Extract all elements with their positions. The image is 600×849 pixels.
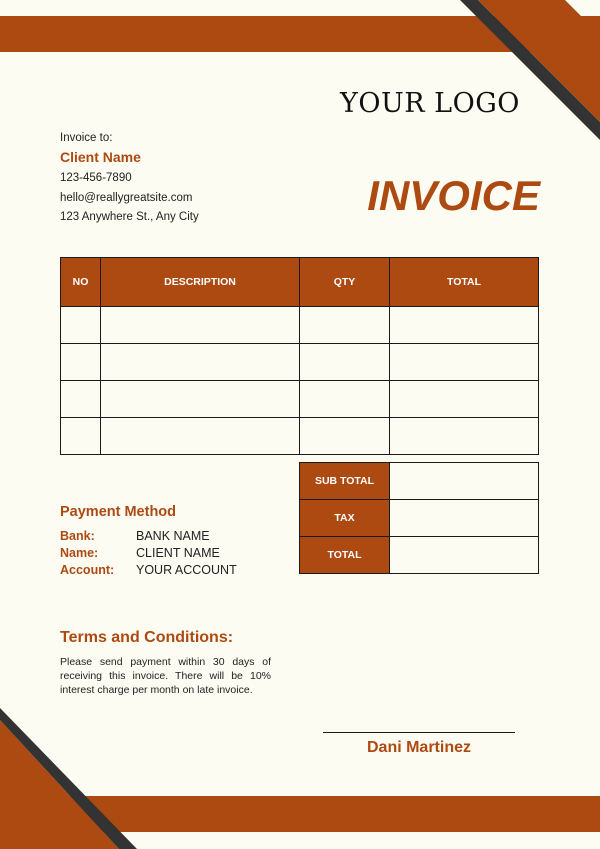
bank-label: Bank: xyxy=(60,529,95,543)
client-phone: 123-456-7890 xyxy=(60,172,132,184)
cell-no[interactable] xyxy=(61,307,101,344)
header-description: DESCRIPTION xyxy=(101,258,300,307)
tax-value[interactable] xyxy=(390,500,539,537)
subtotal-label: SUB TOTAL xyxy=(300,463,390,500)
cell-no[interactable] xyxy=(61,381,101,418)
name-value: CLIENT NAME xyxy=(136,546,220,560)
terms-text: Please send payment within 30 days of receiving this invoice. There will be 10% interest charge per month on late invoice. xyxy=(60,656,271,697)
cell-total[interactable] xyxy=(390,418,539,455)
header-qty: QTY xyxy=(300,258,390,307)
total-row xyxy=(300,537,539,574)
header-no: NO xyxy=(61,258,101,307)
tax-row xyxy=(300,500,539,537)
total-label: TOTAL xyxy=(300,537,390,574)
cell-qty[interactable] xyxy=(300,381,390,418)
cell-qty[interactable] xyxy=(300,307,390,344)
items-table xyxy=(60,257,539,455)
terms-title: Terms and Conditions: xyxy=(60,629,234,646)
cell-no[interactable] xyxy=(61,418,101,455)
table-row xyxy=(61,344,539,381)
payment-method-title: Payment Method xyxy=(60,504,177,520)
cell-description[interactable] xyxy=(101,344,300,381)
signature-line xyxy=(323,732,515,733)
client-name: Client Name xyxy=(60,149,141,165)
cell-description[interactable] xyxy=(101,418,300,455)
cell-qty[interactable] xyxy=(300,418,390,455)
subtotal-value[interactable] xyxy=(390,463,539,500)
document-title: INVOICE xyxy=(367,172,540,219)
invoice-to-label: Invoice to: xyxy=(60,132,113,144)
table-row xyxy=(61,307,539,344)
header-total: TOTAL xyxy=(390,258,539,307)
cell-no[interactable] xyxy=(61,344,101,381)
bank-value: BANK NAME xyxy=(136,529,210,543)
cell-total[interactable] xyxy=(390,381,539,418)
cell-total[interactable] xyxy=(390,344,539,381)
table-row xyxy=(61,418,539,455)
cell-description[interactable] xyxy=(101,307,300,344)
items-header-row xyxy=(61,258,539,307)
name-label: Name: xyxy=(60,546,99,560)
client-email: hello@reallygreatsite.com xyxy=(60,192,193,204)
cell-description[interactable] xyxy=(101,381,300,418)
cell-qty[interactable] xyxy=(300,344,390,381)
cell-total[interactable] xyxy=(390,307,539,344)
company-logo: YOUR LOGO xyxy=(340,88,520,119)
total-value[interactable] xyxy=(390,537,539,574)
account-label: Account: xyxy=(60,563,115,577)
signer-name: Dani Martinez xyxy=(366,739,471,756)
tax-label: TAX xyxy=(300,500,390,537)
client-address: 123 Anywhere St., Any City xyxy=(60,211,199,223)
table-row xyxy=(61,381,539,418)
subtotal-row xyxy=(300,463,539,500)
account-value: YOUR ACCOUNT xyxy=(136,563,237,577)
totals-table xyxy=(299,462,539,574)
